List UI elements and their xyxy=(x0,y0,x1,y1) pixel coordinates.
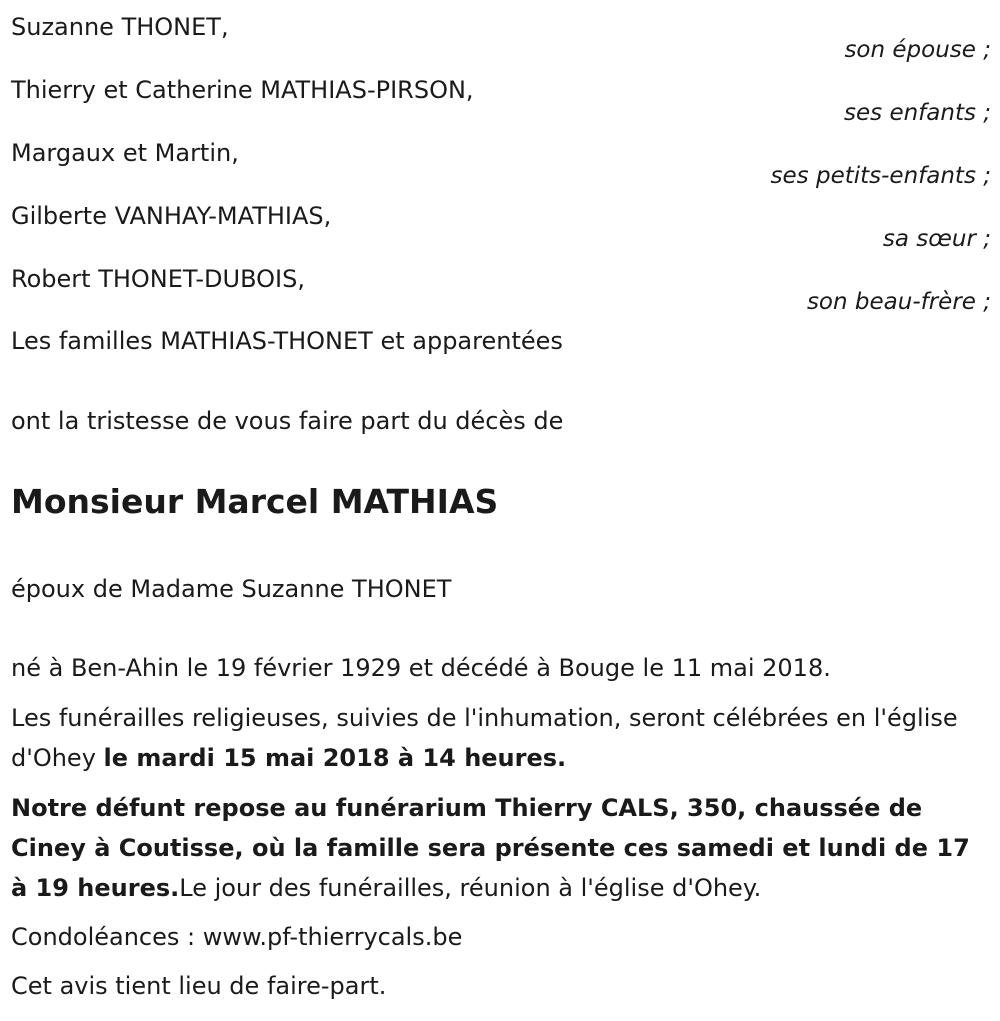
family-entry-sister xyxy=(11,189,991,252)
funeral-paragraph xyxy=(11,698,991,778)
funeral-date: le mardi 15 mai 2018 à 14 heures. xyxy=(103,744,567,772)
family-member-role: son beau-frère ; xyxy=(806,289,991,315)
announcement-line: ont la tristesse de vous faire part du décès de xyxy=(11,407,564,435)
birth-death-line: né à Ben-Ahin le 19 février 1929 et décédé à Bouge le 11 mai 2018. xyxy=(11,654,831,682)
family-entry-children xyxy=(11,63,991,126)
family-member-name: Gilberte VANHAY-MATHIAS, xyxy=(11,202,332,230)
family-member-name: Robert THONET-DUBOIS, xyxy=(11,265,305,293)
repose-info: Notre défunt repose au funérarium Thierry CALS, 350, chaussée de Ciney à Coutisse, où la famille sera présente ces samedi et lundi de 17 à 19 heures. xyxy=(11,794,970,902)
family-member-name: Suzanne THONET, xyxy=(11,13,229,41)
family-member-role: ses petits-enfants ; xyxy=(770,163,991,189)
family-entry-spouse xyxy=(11,0,991,63)
spouse-line: époux de Madame Suzanne THONET xyxy=(11,575,452,603)
family-member-name: Margaux et Martin, xyxy=(11,139,239,167)
family-member-role: son épouse ; xyxy=(844,37,991,63)
repose-paragraph xyxy=(11,788,991,908)
deceased-name: Monsieur Marcel MATHIAS xyxy=(11,482,499,521)
family-member-role: sa sœur ; xyxy=(882,226,991,252)
condolences-line: Condoléances : www.pf-thierrycals.be xyxy=(11,923,463,951)
family-entry-grandchildren xyxy=(11,126,991,189)
funeral-text: Les funérailles religieuses, suivies de l'inhumation, seront célébrées en l'église d'Ohey xyxy=(11,704,958,772)
family-entry-brother-in-law xyxy=(11,252,991,315)
family-member-name: Thierry et Catherine MATHIAS-PIRSON, xyxy=(11,76,474,104)
family-member-role: ses enfants ; xyxy=(844,100,991,126)
closing-line: Cet avis tient lieu de faire-part. xyxy=(11,972,387,1000)
repose-rest: Le jour des funérailles, réunion à l'église d'Ohey. xyxy=(179,874,762,902)
families-line: Les familles MATHIAS-THONET et apparentées xyxy=(11,327,563,355)
